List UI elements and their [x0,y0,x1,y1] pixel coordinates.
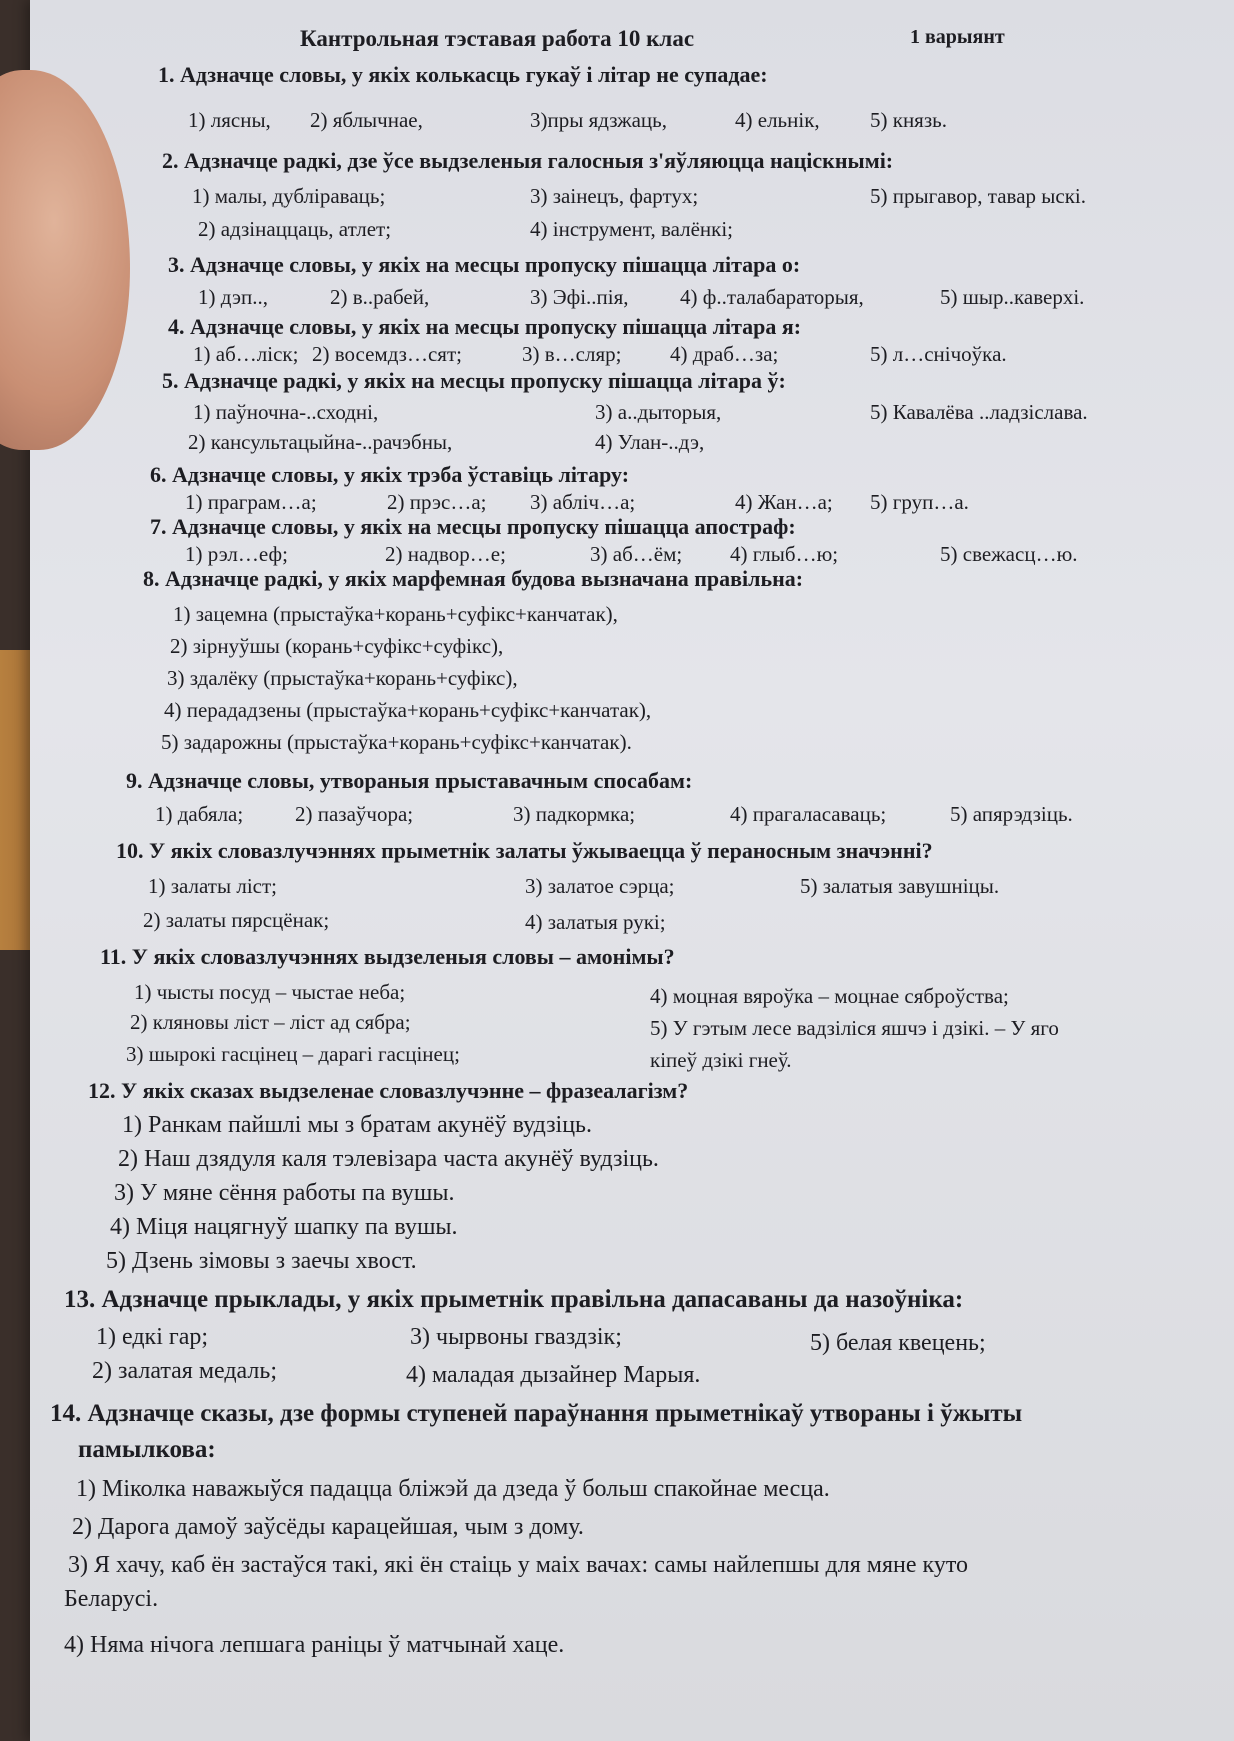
option: 3) заінецъ, фартух; [530,184,699,208]
question-number: 11. [100,944,127,969]
option: 2) восемдз…сят; [312,342,462,366]
question-number: 10. [116,838,144,863]
question-number: 3. [168,252,185,277]
option: 3) У мяне сёння работы па вушы. [114,1180,455,1206]
option: 2) Дарога дамоў заўсёды карацейшая, чым з дому. [72,1514,584,1540]
question-10 [116,838,933,864]
question-text: У якіх словазлучэннях прыметнік залаты ўжываецца ў пераносным значэнні? [149,838,933,863]
option: 4) ельнік, [735,108,820,132]
question-number: 14. [50,1400,82,1427]
question-14-continuation [78,1436,216,1464]
option: 2) кансультацыйна-..рачэбны, [188,430,453,454]
option: 5) князь. [870,108,947,132]
option: 4) прагаласаваць; [730,802,887,826]
question-7 [150,514,796,540]
option: 5) прыгавор, тавар ыскі. [870,184,1086,208]
option: 5) У гэтым лесе вадзіліся яшчэ і дзікі. – У яго [650,1016,1059,1040]
question-text: Адзначце радкі, у якіх марфемная будова вызначана правільна: [165,566,804,591]
option: 4) інструмент, валёнкі; [530,217,734,241]
question-number: 2. [162,148,179,173]
question-number: 7. [150,514,167,539]
option: 3) залатое сэрца; [525,874,675,898]
option: 4) маладая дызайнер Марыя. [406,1362,701,1388]
question-1 [158,62,768,88]
option: 2) адзінаццаць, атлет; [198,217,392,241]
question-number: 9. [126,768,143,793]
option: 5) Дзень зімовы з заечы хвост. [106,1248,417,1274]
question-number: 4. [168,314,185,339]
test-sheet [30,0,1234,1741]
option: 1) дэп.., [198,285,268,309]
question-number: 1. [158,62,175,87]
option: 2) яблычнае, [310,108,423,132]
option: 1) малы, дубліраваць; [192,184,386,208]
option: 1) чысты посуд – чыстае неба; [134,980,406,1004]
question-5 [162,368,786,394]
option: 3) аб…ём; [590,542,683,566]
question-text: У якіх словазлучэннях выдзеленыя словы – амонімы? [131,944,675,969]
option: 2) прэс…а; [387,490,487,514]
question-number: 12. [88,1078,116,1103]
option: 4) моцная вяроўка – моцнае сяброўства; [650,984,1009,1008]
option: 1) залаты ліст; [148,874,277,898]
option: 2) зірнуўшы (корань+суфікс+суфікс), [170,634,504,658]
question-4 [168,314,801,340]
question-number: 13. [64,1286,96,1313]
option: 1) аб…ліск; [193,342,299,366]
question-11 [100,944,675,970]
question-3 [168,252,800,278]
question-text: Адзначце словы, у якіх на месцы пропуску пішацца літара я: [190,314,802,339]
option: 3) здалёку (прыстаўка+корань+суфікс), [167,666,518,690]
option: 2) залаты пярсцёнак; [143,908,330,932]
variant-label: 1 варыянт [910,26,1005,48]
option: 5) апярэдзіць. [950,802,1073,826]
option: 4) Жан…а; [735,490,833,514]
option: 1) дабяла; [155,802,244,826]
option: 5) залатыя завушніцы. [800,874,1000,898]
question-13 [64,1286,963,1314]
question-12 [88,1078,688,1104]
option: 4) перададзены (прыстаўка+корань+суфікс+канчатак), [164,698,652,722]
option: 3) абліч…а; [530,490,636,514]
option: 1) паўночна-..сходні, [193,400,379,424]
question-14 [50,1400,1022,1428]
question-number: 8. [143,566,160,591]
option: 3) а..дыторыя, [595,400,722,424]
option: 2) в..рабей, [330,285,430,309]
question-8 [143,566,803,592]
option: 5) Кавалёва ..ладзіслава. [870,400,1088,424]
option: 4) драб…за; [670,342,779,366]
option: 5) шыр..каверхі. [940,285,1085,309]
question-number: 6. [150,462,167,487]
option: 2) Наш дзядуля каля тэлевізара часта акунёў вудзіць. [118,1146,659,1172]
option: 3) падкормка; [513,802,636,826]
option: 1) Ранкам пайшлі мы з братам акунёў вудзіць. [122,1112,593,1138]
question-text: Адзначце сказы, дзе формы ступеней параўнання прыметнікаў утвораны і ўжыты [87,1400,1023,1427]
question-2 [162,148,893,174]
question-text: Адзначце радкі, дзе ўсе выдзеленыя галосныя з'яўляюцца націскнымі: [184,148,894,173]
question-text: Адзначце словы, утвораныя прыставачным спосабам: [148,768,693,793]
option: 4) ф..талабараторыя, [680,285,864,309]
question-6 [150,462,629,488]
option: 1) лясны, [188,108,271,132]
option: 3) Я хачу, каб ён застаўся такі, які ён стаіць у маіх вачах: самы найлепшы для мяне куто [68,1552,968,1578]
option: 4) Улан-..дэ, [595,430,705,454]
option: 2) залатая медаль; [92,1358,278,1384]
question-text: Адзначце радкі, у якіх на месцы пропуску пішацца літара ў: [184,368,786,393]
option: кіпеў дзікі гнеў. [650,1048,792,1072]
option: 5) свежасц…ю. [940,542,1078,566]
question-text: Адзначце словы, у якіх на месцы пропуску пішацца апостраф: [172,514,796,539]
option: 2) надвор…е; [385,542,506,566]
option: 3) Эфі..пія, [530,285,629,309]
option: 1) едкі гар; [96,1324,209,1350]
option: 1) рэл…еф; [185,542,288,566]
test-title: Кантрольная тэставая работа 10 клас [300,26,695,51]
question-text: Адзначце словы, у якіх колькасць гукаў і літар не супадае: [180,62,768,87]
option: 2) кляновы ліст – ліст ад сябра; [130,1010,411,1034]
option: 3)пры ядзжаць, [530,108,668,132]
option: 1) Міколка наважыўся падацца бліжэй да дзеда ў больш спакойнае месца. [76,1476,830,1502]
question-number: 5. [162,368,179,393]
question-text: Адзначце словы, у якіх трэба ўставіць літару: [172,462,630,487]
question-text: Адзначце прыклады, у якіх прыметнік правільна дапасаваны да назоўніка: [101,1286,964,1313]
option: 5) л…снічоўка. [870,342,1007,366]
option: 5) задарожны (прыстаўка+корань+суфікс+канчатак). [161,730,632,754]
option: 5) груп…а. [870,490,969,514]
option: 5) белая квецень; [810,1330,986,1356]
option: 4) залатыя рукі; [525,910,666,934]
option: 3) чырвоны гваздзік; [410,1324,622,1350]
question-text: У якіх сказах выдзеленае словазлучэнне – фразеалагізм? [121,1078,689,1103]
option: Беларусі. [64,1586,159,1612]
question-text: Адзначце словы, у якіх на месцы пропуску пішацца літара о: [190,252,801,277]
option: 2) пазаўчора; [295,802,414,826]
option: 3) шырокі гасцінец – дарагі гасцінец; [126,1042,460,1066]
option: 1) зацемна (прыстаўка+корань+суфікс+канчатак), [173,602,618,626]
option: 4) Няма нічога лепшага раніцы ў матчынай хаце. [64,1632,565,1658]
option: 4) Міця нацягнуў шапку па вушы. [110,1214,458,1240]
option: 1) праграм…а; [185,490,317,514]
option: 3) в…сляр; [522,342,622,366]
option: 4) глыб…ю; [730,542,839,566]
question-text: памылкова: [78,1436,216,1463]
question-9 [126,768,692,794]
